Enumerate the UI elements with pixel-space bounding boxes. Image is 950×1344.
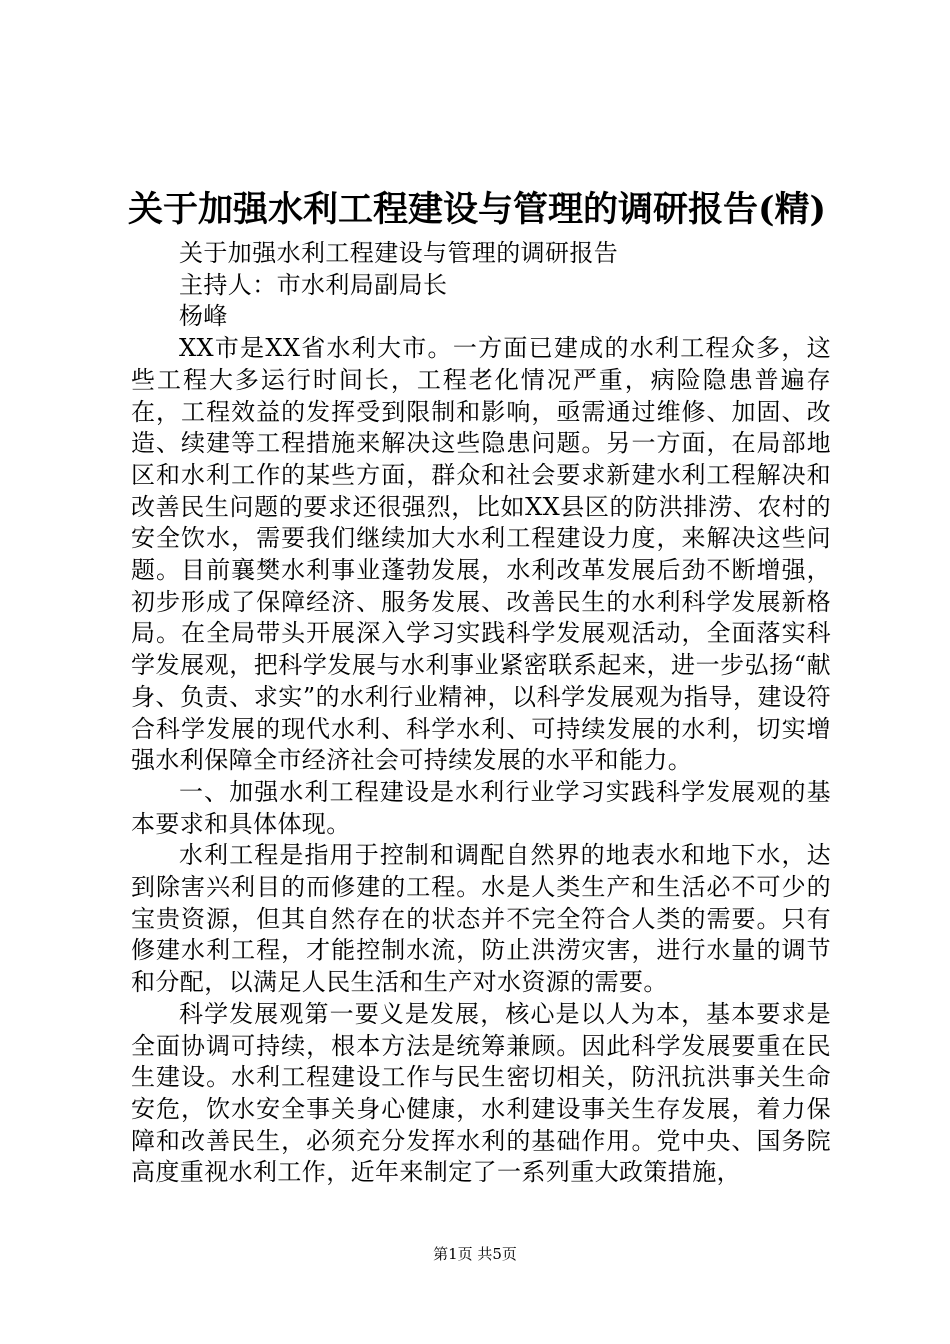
section-heading-1: 一、加强水利工程建设是水利行业学习实践科学发展观的基本要求和具体体现。 — [131, 777, 831, 838]
paragraph-intro: XX市是XX省水利大市。一方面已建成的水利工程众多，这些工程大多运行时间长，工程老化情况严重，病险隐患普遍存在，工程效益的发挥受到限制和影响，亟需通过维修、加固、改造、续建等工程措施来解决这些隐患问题。另一方面，在局部地区和水利工作的某些方面，群众和社会要求新建水利工程解决和改善民生问题的要求还很强烈，比如XX县区的防洪排涝、农村的安全饮水，需要我们继续加大水利工程建设力度，来解决这些问题。目前襄樊水利事业蓬勃发展，水利改革发展后劲不断增强，初步形成了保障经济、服务发展、改善民生的水利科学发展新格局。在全局带头开展深入学习实践科学发展观活动，全面落实科学发展观，把科学发展与水利事业紧密联系起来，进一步弘扬“献身、负责、求实”的水利行业精神，以科学发展观为指导，建设符合科学发展的现代水利、科学水利、可持续发展的水利，切实增强水利保障全市经济社会可持续发展的水平和能力。 — [131, 334, 831, 775]
paragraph-scientific-development: 科学发展观第一要义是发展，核心是以人为本，基本要求是全面协调可持续，根本方法是统筹兼顾。因此科学发展要重在民生建设。水利工程建设工作与民生密切相关，防汛抗洪事关生命安危，饮水安全事关身心健康，水利建设事关生存发展，着力保障和改善民生，必须充分发挥水利的基础作用。党中央、国务院高度重视水利工作，近年来制定了一系列重大政策措施， — [131, 999, 831, 1187]
host-name: 杨峰 — [179, 302, 228, 331]
host-line: 主持人：市水利局副局长 — [179, 270, 448, 299]
document-title: 关于加强水利工程建设与管理的调研报告(精) — [128, 189, 827, 230]
page-footer: 第1页 共5页 — [433, 1245, 517, 1263]
report-subtitle: 关于加强水利工程建设与管理的调研报告 — [179, 239, 619, 267]
paragraph-water-engineering: 水利工程是指用于控制和调配自然界的地表水和地下水，达到除害兴利目的而修建的工程。水是人类生产和生活必不可少的宝贵资源，但其自然存在的状态并不完全符合人类的需要。只有修建水利工程，才能控制水流，防止洪涝灾害，进行水量的调节和分配，以满足人民生活和生产对水资源的需要。 — [131, 841, 831, 997]
document-body — [131, 238, 831, 1189]
